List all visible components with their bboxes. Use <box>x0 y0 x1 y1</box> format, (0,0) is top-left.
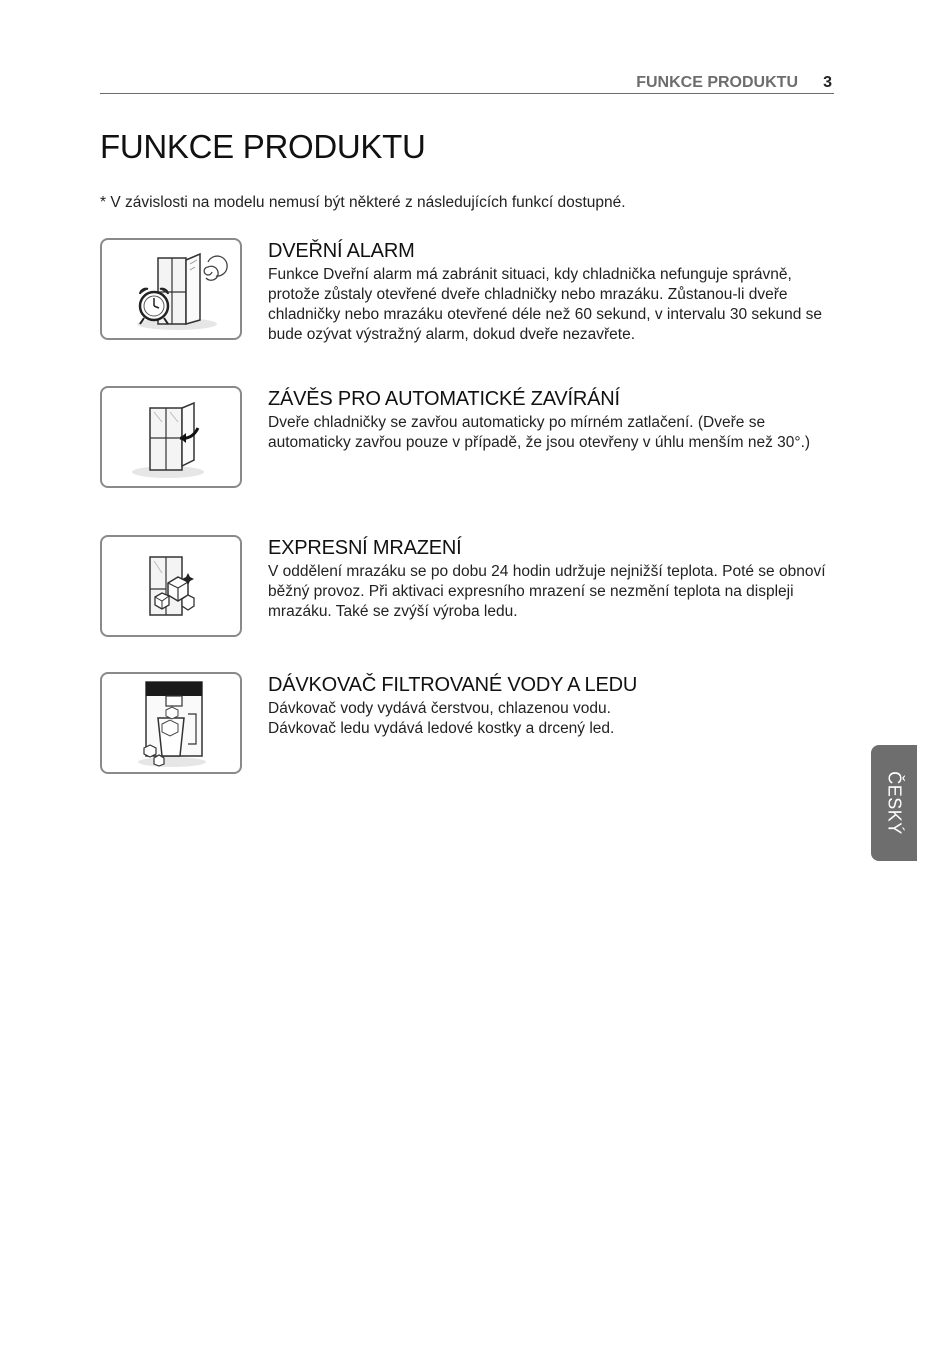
language-tab <box>871 745 917 861</box>
description-line: Dávkovač vody vydává čerstvou, chlazenou vodu. <box>268 700 611 717</box>
description-line: automaticky zavřou pouze v případě, že jsou otevřeny v úhlu menším než 30°.) <box>268 434 811 451</box>
page-number: 3 <box>823 74 832 91</box>
description-line: protože zůstaly otevřené dveře chladničky nebo mrazáku. Zůstanou-li dveře <box>268 286 788 303</box>
feature-title: DVEŘNÍ ALARM <box>268 240 415 262</box>
running-header <box>100 72 834 94</box>
feature-description <box>268 699 840 739</box>
description-line: mrazáku. Také se zvýší výroba ledu. <box>268 603 518 620</box>
availability-note: * V závislosti na modelu nemusí být některé z následujících funkcí dostupné. <box>100 194 626 211</box>
feature-description <box>268 413 840 453</box>
description-line: Dávkovač ledu vydává ledové kostky a drcený led. <box>268 720 615 737</box>
express-freeze-icon <box>100 535 242 637</box>
feature-title: DÁVKOVAČ FILTROVANÉ VODY A LEDU <box>268 674 638 696</box>
feature-description <box>268 562 840 622</box>
header-section-name: FUNKCE PRODUKTU <box>636 74 798 91</box>
feature-title: EXPRESNÍ MRAZENÍ <box>268 537 462 559</box>
description-line: bude ozývat výstražný alarm, dokud dveře nezavřete. <box>268 326 636 343</box>
water-ice-dispenser-icon <box>100 672 242 774</box>
description-line: běžný provoz. Při aktivaci expresního mrazení se nezmění teplota na displeji <box>268 583 794 600</box>
description-line: V oddělení mrazáku se po dobu 24 hodin udržuje nejnižší teplota. Poté se obnoví <box>268 563 826 580</box>
page-title: FUNKCE PRODUKTU <box>100 128 426 165</box>
description-line: Funkce Dveřní alarm má zabránit situaci, kdy chladnička nefunguje správně, <box>268 266 792 283</box>
feature-title: ZÁVĚS PRO AUTOMATICKÉ ZAVÍRÁNÍ <box>268 388 620 410</box>
language-tab-label: ČESKÝ <box>884 771 905 835</box>
feature-description <box>268 265 840 345</box>
description-line: chladničky nebo mrazáku otevřené déle než 60 sekund, v intervalu 30 sekund se <box>268 306 823 323</box>
description-line: Dveře chladničky se zavřou automaticky po mírném zatlačení. (Dveře se <box>268 414 766 431</box>
door-alarm-icon <box>100 238 242 340</box>
auto-closing-hinge-icon <box>100 386 242 488</box>
